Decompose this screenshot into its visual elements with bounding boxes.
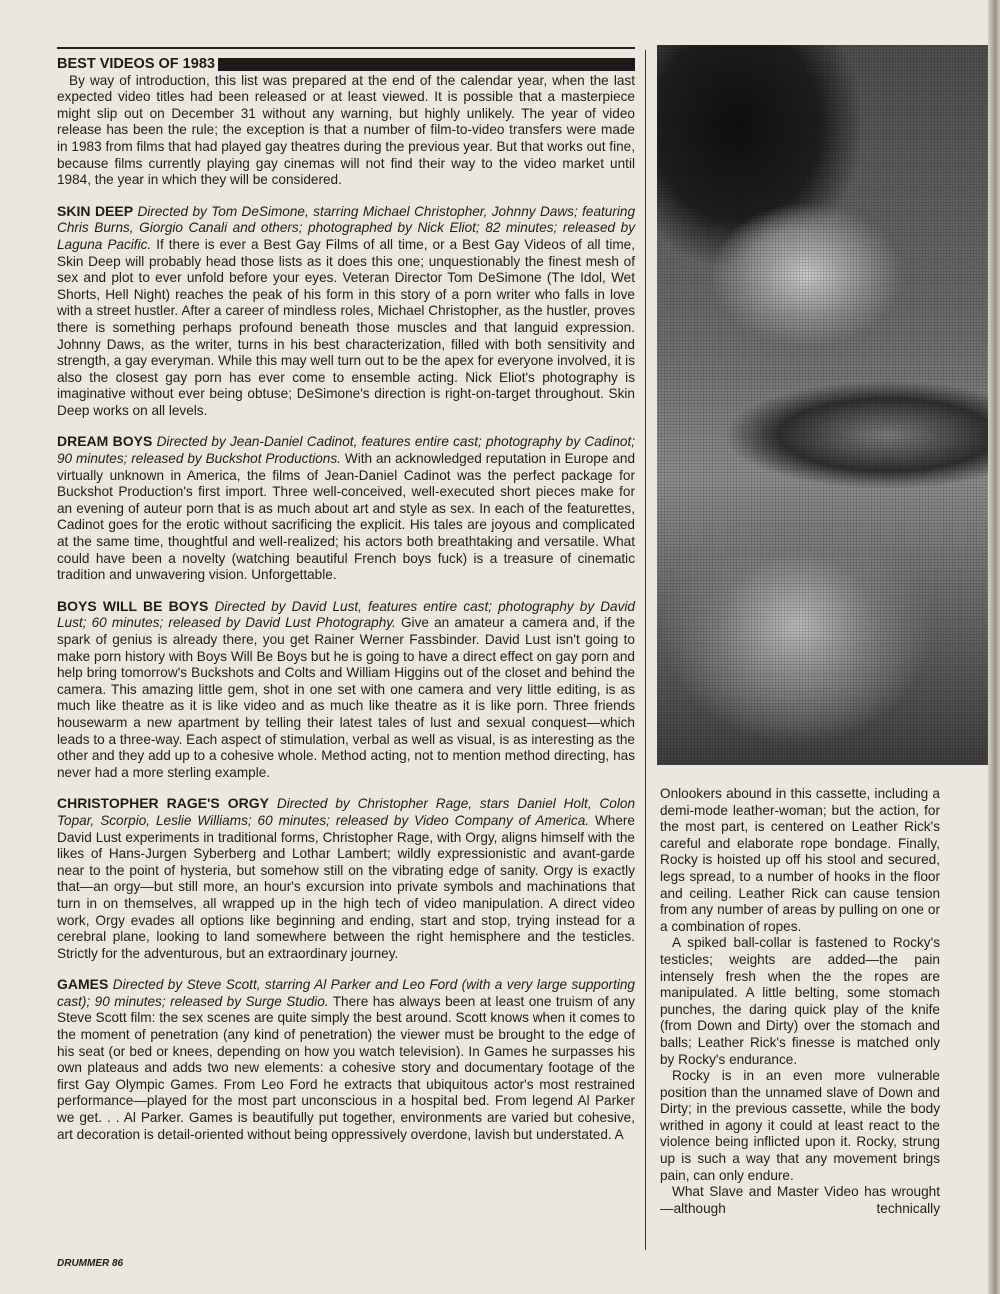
review-body: If there is ever a Best Gay Films of all time, or a Best Gay Videos of all time, Skin Deep will probably head those lists as it does this one; unquestionably the finest mesh of sex and plot to ever unfold before your eyes. Veteran Director Tom DeSimone (The Idol, Wet Shorts, Hell Night) reaches the peak of his form in this story of a porn writer who falls in love with a street hustler. After a career of mindless roles, Michael Christopher, as the hustler, proves there is something perhaps profound beneath those muscles and that languid expression. Johnny Daws, as the writer, turns in his best characterization, filled with both sensitivity and strength, a gay everyman. While this may well turn out to be the apex for everyone involved, it is also the closest gay porn has ever come to ensemble acting. Nick Eliot's photography is imaginative without ever being obtuse; DeSimone's direction is right-on-target throughout. Skin Deep works on all levels. [57, 236, 636, 418]
side-paragraph: Rocky is in an even more vulnerable position than the unnamed slave of Down and Dirty; in the previous cassette, while the body writhed in agony it could at least react to the violence being inflicted upon it. Rocky, strung up is such a way that any movement brings pain, can only endure. [660, 1068, 940, 1183]
review [57, 433, 635, 583]
review-credits: Directed by David Lust, features entire cast; photography by David Lust; 60 minutes; released by David Lust Photography. [57, 598, 635, 631]
review-body: Where David Lust experiments in traditional forms, Christopher Rage, with Orgy, aligns himself with the likes of Hans-Jurgen Syberberg and Lothar Lambert; wildly expressionistic and avant-garde near to the point of hysteria, but somehow still on the vibrating edge of sanity. Orgy is exactly that—an orgy—but still more, an hour's excursion into private symbols and machinations that turn in on themselves, all wrapped up in the high tech of video manipulation. A direct video work, Orgy evades all options like beginning and ending, start and stop, trying instead for a cerebral plane, looking to land somewhere between the right hemisphere and the testicles. Strictly for the adventurous, but an extraordinary journey. [57, 812, 635, 961]
side-paragraph: What Slave and Master Video has wrought—although technically [660, 1184, 940, 1216]
next-page-edge [988, 0, 1000, 1294]
review [57, 976, 635, 1143]
review [57, 598, 635, 782]
column-rule [645, 50, 646, 1250]
top-rule [57, 47, 635, 49]
review [57, 795, 635, 962]
review-body: Give an amateur a camera and, if the spark of genius is already there, you get Rainer Werner Fassbinder. David Lust isn't going to make porn history with Boys Will Be Boys but he is going to have a direct effect on gay porn and help bring tomorrow's Buckshots and Colts and William Higgins out of the closet and behind the camera. This amazing little gem, shot in one set with one camera and very little editing, is as much like theatre as it is like video and as much like theatre as it is like porn. Three friends housewarm a new apartment by telling their latest tales of lust and sexual conquest—which leads to a three-way. Each aspect of stimulation, verbal as well as visual, is as interesting as the other and they add up to a cohesive whole. Method acting, not to mention method directing, has never had a more sterling example. [57, 615, 636, 780]
review-title: DREAM BOYS [57, 433, 153, 450]
page-footer: DRUMMER 86 [57, 1258, 124, 1269]
halftone-photo [657, 45, 990, 765]
review-credits: Directed by Jean-Daniel Cadinot, features entire cast; photography by Cadinot; 90 minutes; released by Buckshot Productions. [57, 434, 636, 467]
review-credits: Directed by Christopher Rage, stars Daniel Holt, Colon Topar, Scorpio, Leslie Williams; 60 minutes; released by Video Company of America. [57, 796, 636, 828]
intro-paragraph: By way of introduction, this list was prepared at the end of the calendar year, when the last expected video titles had been released or at least viewed. It is possible that a masterpiece might slip out on December 31 without any warning, but highly unlikely. The year of video release has been the rule; the exception is that a number of film-to-video transfers were made in 1983 from films that had played gay theatres during the previous year. But that works out fine, because films currently playing gay cinemas will not find their way to the video market until 1984, the year in which they will be considered. [57, 72, 635, 188]
review-title: GAMES [57, 976, 109, 993]
review-credits: Directed by Tom DeSimone, starring Michael Christopher, Johnny Daws; featuring Chris Burns, Giorgio Canali and others; photographed by Nick Eliot; 82 minutes; released by Laguna Pacific. [57, 203, 636, 252]
review [57, 203, 635, 420]
review-body: With an acknowledged reputation in Europe and virtually unknown in America, the films of Jean-Daniel Cadinot was the perfect package for Buckshot Production's first import. Three well-conceived, well-executed short pieces make for an evening of auteur porn that is as much about art and style as sex. In each of the featurettes, Cadinot goes for the erotic without sacrificing the explicit. His tales are joyous and complicated at the same time, thoughtful and well-realized; his actors both breathtaking and versatile. What could have been a novelty (watching beautiful French boys fuck) is a treasure of cinematic tradition and unwavering vision. Unforgettable. [57, 451, 636, 583]
review-body: There has always been at least one truism of any Steve Scott film: the sex scenes are quite simply the best around. Scott knows when it comes to the moment of penetration (any kind of penetration) the viewer must be brought to the edge of his seat (or bed or knees, depending on how you watch television). In Games he surpasses his own plateaus and adds two new elements: a cohesive story and documentary footage of the first Gay Olympic Games. From Leo Ford he extracts that ubiquitous actor's most restrained performance—played for the most part unconscious in a hospital bed. From legend Al Parker we get. . . Al Parker. Games is beautifully put together, environments are varied but cohesive, art decoration is detail-oriented without being oppressively overdone, lavish but understated. A [57, 993, 636, 1142]
review-title: CHRISTOPHER RAGE'S ORGY [57, 795, 269, 812]
heading-bar [218, 58, 635, 71]
article-side-column [660, 786, 940, 1217]
side-paragraph: Onlookers abound in this cassette, including a demi-mode leather-woman; but the action, for the most part, is centered on Leather Rick's careful and elaborate rope bondage. Finally, Rocky is hoisted up off his stool and secured, legs spread, to a number of hooks in the floor and ceiling. Leather Rick can cause tension from any number of areas by pulling on one or a combination of ropes. [660, 786, 940, 934]
review-title: BOYS WILL BE BOYS [57, 597, 209, 614]
article-main-column [57, 56, 635, 1157]
article-heading [57, 56, 635, 73]
review-credits: Directed by Steve Scott, starring Al Parker and Leo Ford (with a very large supporting cast); 90 minutes; released by Surge Studio. [57, 977, 635, 1009]
side-paragraph: A spiked ball-collar is fastened to Rocky's testicles; weights are added—the pain intensely fresh when the the ropes are manipulated. A little belting, some stomach punches, the daring quick play of the knife (from Down and Dirty) over the stomach and balls; Leather Rick's finesse is matched only by Rocky's endurance. [660, 935, 940, 1067]
review-title: SKIN DEEP [57, 202, 134, 219]
heading-text: BEST VIDEOS OF 1983 [57, 56, 215, 72]
